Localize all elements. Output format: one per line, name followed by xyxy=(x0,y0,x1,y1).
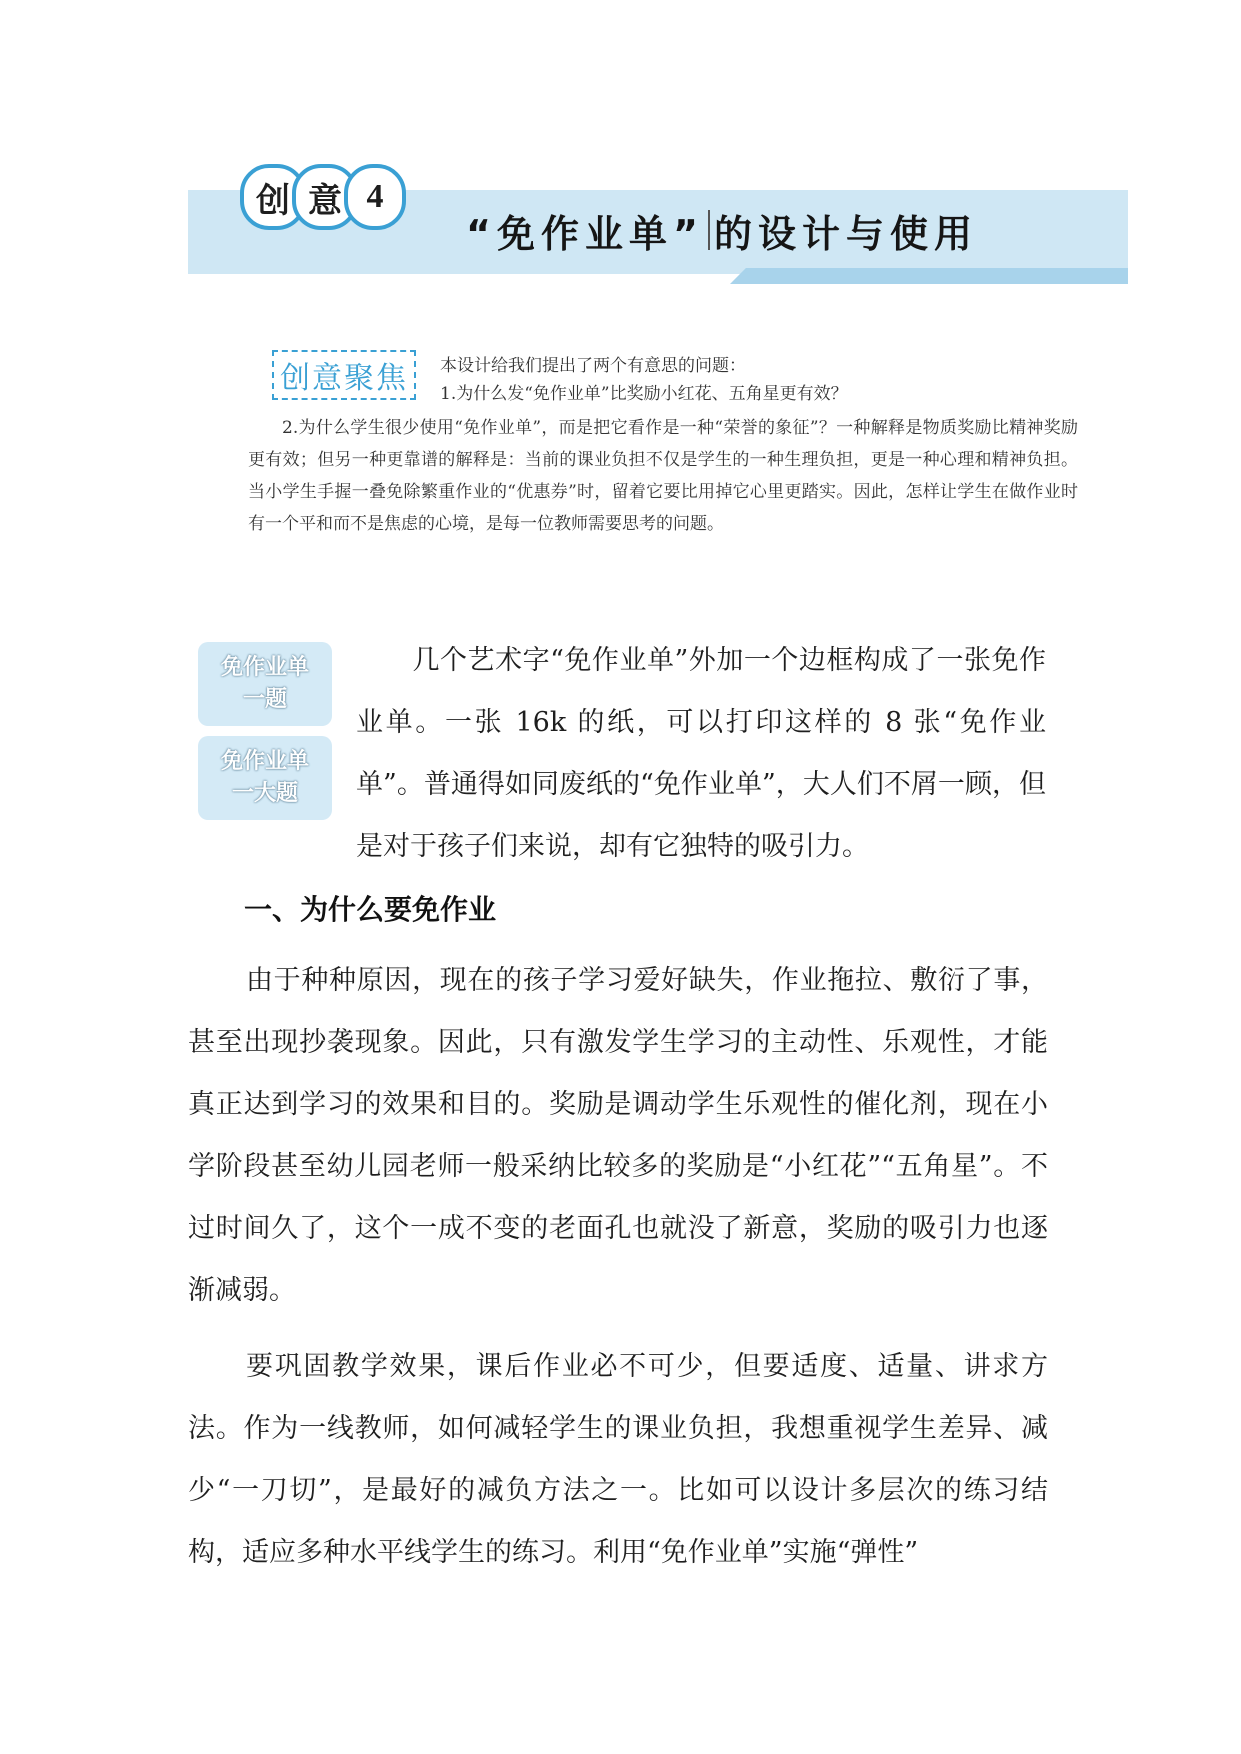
paragraph-2: 要巩固教学效果，课后作业必不可少，但要适度、适量、讲求方法。作为一线教师，如何减轻学生的课业负担，我想重视学生差异、减少“一刀切”，是最好的减负方法之一。比如可以设计多层次的练习结构，适应多种水平线学生的练习。利用“免作业单”实施“弹性” xyxy=(188,1351,1048,1568)
tag-one-big-question xyxy=(198,736,332,820)
tag-2-line-2: 一大题 xyxy=(231,781,298,806)
tag-1-line-1: 免作业单 xyxy=(220,655,309,680)
title-part-2: 的设计与使用 xyxy=(713,211,978,256)
section-heading-1: 一、为什么要免作业 xyxy=(244,893,497,926)
focus-label: 创意聚焦 xyxy=(272,350,416,400)
focus-question-1: 1.为什么发“免作业单”比奖励小红花、五角星更有效？ xyxy=(440,384,848,404)
focus-intro xyxy=(440,352,1080,408)
intro-text: 几个艺术字“免作业单”外加一个边框构成了一张免作业单。一张 16k 的纸，可以打印这样的 8 张“免作业单”。普通得如同废纸的“免作业单”，大人们不屑一顾，但是对于孩子们来说，却有它独特的吸引力。 xyxy=(356,645,1046,862)
paragraph-1: 由于种种原因，现在的孩子学习爱好缺失，作业拖拉、敷衍了事，甚至出现抄袭现象。因此，只有激发学生学习的主动性、乐观性，才能真正达到学习的效果和目的。奖励是调动学生乐观性的催化剂，现在小学阶段甚至幼儿园老师一般采纳比较多的奖励是“小红花”“五角星”。不过时间久了，这个一成不变的老面孔也就没了新意，奖励的吸引力也逐渐减弱。 xyxy=(188,965,1048,1306)
title-part-1: “免作业单” xyxy=(466,211,704,256)
focus-intro-line: 本设计给我们提出了两个有意思的问题： xyxy=(440,356,746,376)
badge-char-2: 意 xyxy=(292,164,358,230)
tag-2-line-1: 免作业单 xyxy=(220,749,309,774)
tag-1-line-2: 一题 xyxy=(242,687,287,712)
badge-number: 4 xyxy=(344,164,406,230)
page-title xyxy=(466,200,986,260)
intro-paragraph xyxy=(356,630,1046,878)
focus-question-2: 2.为什么学生很少使用“免作业单”，而是把它看作是一种“荣誉的象征”？一种解释是物质奖励比精神奖励更有效；但另一种更靠谱的解释是：当前的课业负担不仅是学生的一种生理负担，更是一种心理和精神负担。当小学生手握一叠免除繁重作业的“优惠券”时，留着它要比用掉它心里更踏实。因此，怎样让学生在做作业时有一个平和而不是焦虑的心境，是每一位教师需要思考的问题。 xyxy=(248,418,1078,534)
header-banner-accent xyxy=(730,268,1128,284)
title-separator xyxy=(708,210,710,250)
tag-one-question xyxy=(198,642,332,726)
badge-char-1: 创 xyxy=(240,164,306,230)
